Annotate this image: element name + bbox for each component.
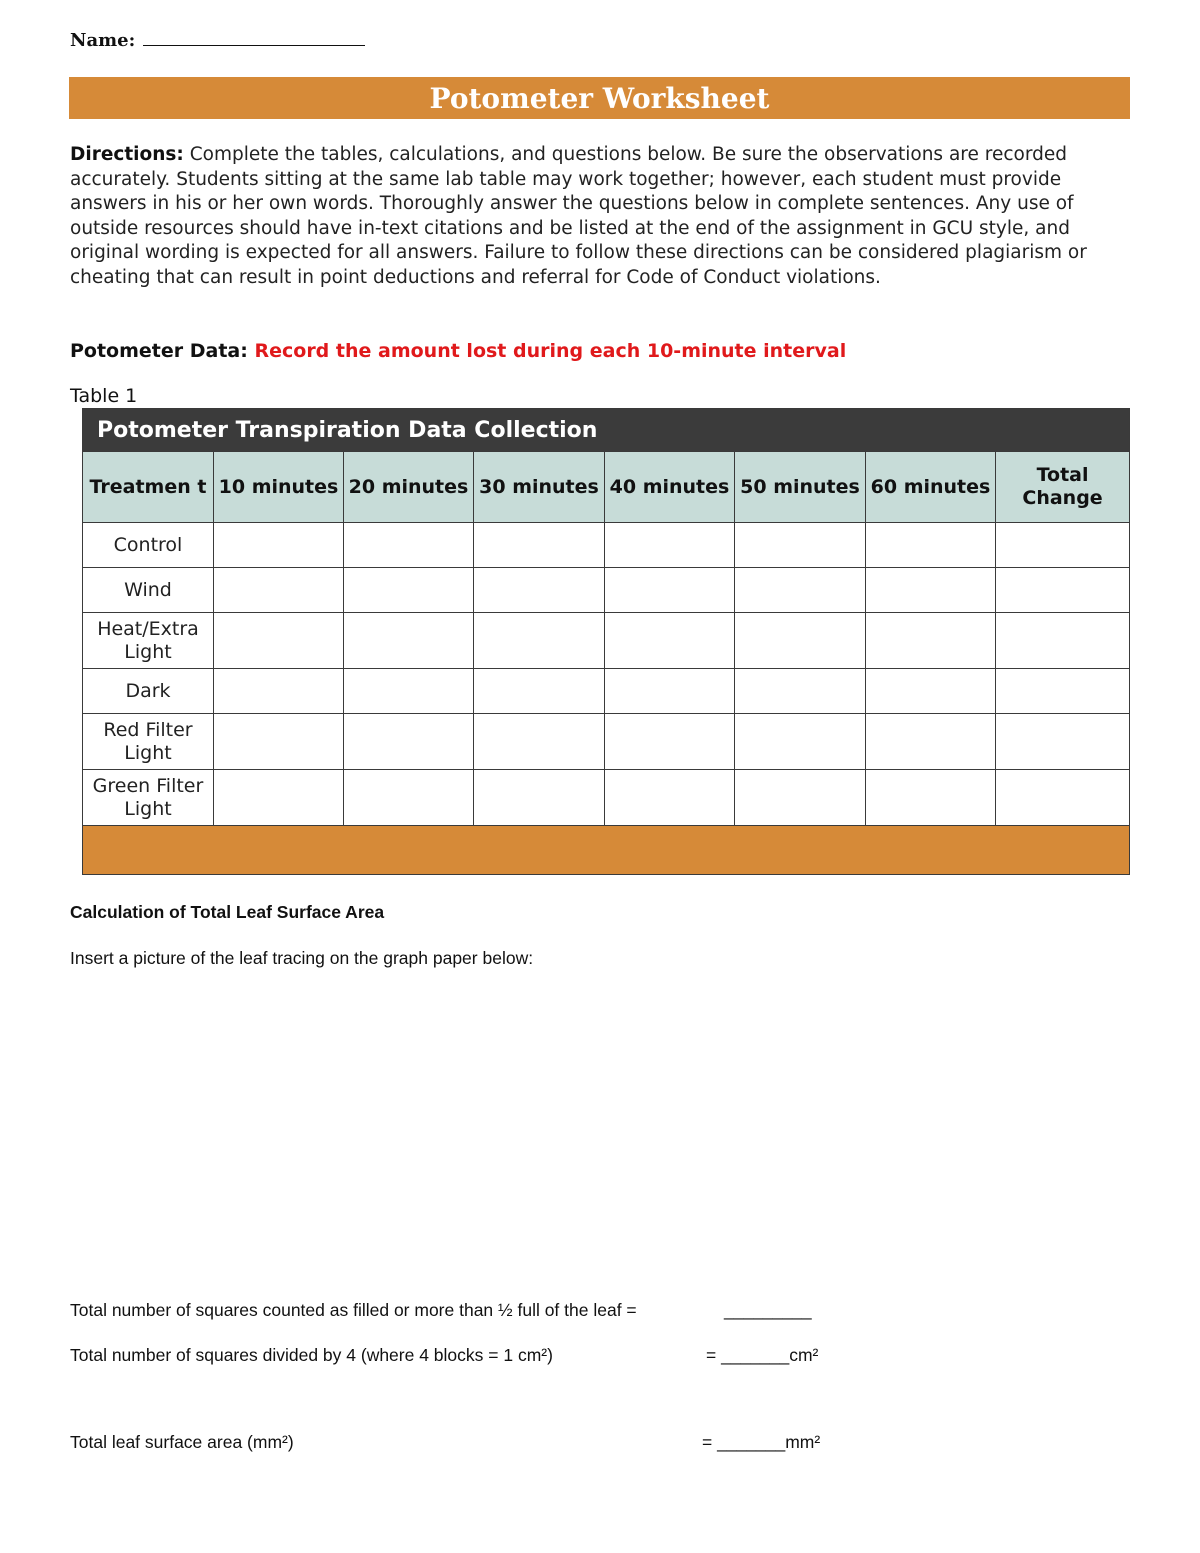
data-entry-cell[interactable]: [996, 613, 1130, 669]
squares-divided-blank[interactable]: = _______cm²: [706, 1345, 819, 1365]
column-header: 10 minutes: [214, 452, 344, 523]
data-entry-cell[interactable]: [735, 669, 866, 714]
directions-label: Directions:: [70, 144, 184, 165]
potometer-data-label: Potometer Data:: [70, 340, 248, 362]
data-entry-cell[interactable]: [344, 568, 474, 613]
column-header: 30 minutes: [474, 452, 605, 523]
directions-text: Complete the tables, calculations, and questions below. Be sure the observations are recorded accurately. Students sitting at the same lab table may work together; however, each student must provide answers in his or her own words. Thoroughly answer the questions below in complete sentences. Any use of outside resources should have in-text citations and be listed at the end of the assignment in GCU style, and original wording is expected for all answers. Failure to follow these directions can be considered plagiarism or cheating that can result in point deductions and referral for Code of Conduct violations.: [70, 144, 1087, 288]
data-entry-cell[interactable]: [866, 568, 996, 613]
data-entry-cell[interactable]: [605, 523, 735, 568]
potometer-data-instruction: Record the amount lost during each 10-minute interval: [254, 340, 847, 362]
data-entry-cell[interactable]: [735, 770, 866, 826]
data-entry-cell[interactable]: [214, 523, 344, 568]
data-entry-cell[interactable]: [344, 770, 474, 826]
directions-paragraph: [70, 143, 1130, 291]
calculation-heading: Calculation of Total Leaf Surface Area: [70, 902, 385, 922]
treatment-label: Control: [83, 523, 214, 568]
data-entry-cell[interactable]: [866, 669, 996, 714]
column-header: 40 minutes: [605, 452, 735, 523]
data-entry-cell[interactable]: [605, 669, 735, 714]
data-entry-cell[interactable]: [214, 714, 344, 770]
name-field[interactable]: [70, 30, 365, 51]
data-entry-cell[interactable]: [996, 770, 1130, 826]
treatment-label: Green Filter Light: [83, 770, 214, 826]
table-caption: Potometer Transpiration Data Collection: [83, 409, 1130, 452]
squares-divided-label: Total number of squares divided by 4 (where 4 blocks = 1 cm²): [70, 1345, 553, 1365]
squares-counted-label: Total number of squares counted as filled or more than ½ full of the leaf =: [70, 1300, 637, 1320]
data-entry-cell[interactable]: [866, 714, 996, 770]
data-entry-cell[interactable]: [605, 568, 735, 613]
data-entry-cell[interactable]: [735, 613, 866, 669]
data-entry-cell[interactable]: [996, 669, 1130, 714]
data-entry-cell[interactable]: [866, 613, 996, 669]
table-row: [83, 568, 1130, 613]
column-header: Treatmen t: [83, 452, 214, 523]
data-entry-cell[interactable]: [214, 613, 344, 669]
table-row: [83, 770, 1130, 826]
table-footer-bar: [83, 826, 1130, 875]
potometer-data-line: [70, 340, 846, 362]
data-entry-cell[interactable]: [605, 714, 735, 770]
data-entry-cell[interactable]: [605, 613, 735, 669]
data-entry-cell[interactable]: [214, 568, 344, 613]
data-entry-cell[interactable]: [474, 669, 605, 714]
data-entry-cell[interactable]: [474, 714, 605, 770]
leaf-area-label: Total leaf surface area (mm²): [70, 1432, 294, 1452]
table-label: Table 1: [70, 385, 138, 407]
insert-picture-instruction: Insert a picture of the leaf tracing on the graph paper below:: [70, 948, 534, 968]
treatment-label: Red Filter Light: [83, 714, 214, 770]
data-entry-cell[interactable]: [344, 523, 474, 568]
treatment-label: Dark: [83, 669, 214, 714]
leaf-area-blank[interactable]: = _______mm²: [702, 1432, 821, 1452]
column-header: 50 minutes: [735, 452, 866, 523]
data-entry-cell[interactable]: [474, 770, 605, 826]
table-row: [83, 523, 1130, 568]
data-entry-cell[interactable]: [344, 669, 474, 714]
data-entry-cell[interactable]: [735, 568, 866, 613]
name-label: Name:: [70, 30, 136, 51]
data-entry-cell[interactable]: [735, 714, 866, 770]
data-entry-cell[interactable]: [214, 770, 344, 826]
column-header: Total Change: [996, 452, 1130, 523]
data-entry-cell[interactable]: [214, 669, 344, 714]
data-entry-cell[interactable]: [605, 770, 735, 826]
data-entry-cell[interactable]: [474, 523, 605, 568]
column-header: 60 minutes: [866, 452, 996, 523]
column-header: 20 minutes: [344, 452, 474, 523]
treatment-label: Heat/Extra Light: [83, 613, 214, 669]
data-entry-cell[interactable]: [474, 613, 605, 669]
data-entry-cell[interactable]: [996, 568, 1130, 613]
data-entry-cell[interactable]: [866, 770, 996, 826]
table-row: [83, 613, 1130, 669]
data-entry-cell[interactable]: [735, 523, 866, 568]
squares-counted-blank[interactable]: _________: [724, 1300, 812, 1320]
name-blank-line[interactable]: [143, 31, 365, 46]
data-entry-cell[interactable]: [996, 714, 1130, 770]
table-row: [83, 669, 1130, 714]
transpiration-data-table: [82, 408, 1130, 875]
data-entry-cell[interactable]: [344, 714, 474, 770]
data-entry-cell[interactable]: [474, 568, 605, 613]
treatment-label: Wind: [83, 568, 214, 613]
table-row: [83, 714, 1130, 770]
page-title: Potometer Worksheet: [69, 77, 1130, 119]
data-entry-cell[interactable]: [344, 613, 474, 669]
data-entry-cell[interactable]: [996, 523, 1130, 568]
data-entry-cell[interactable]: [866, 523, 996, 568]
